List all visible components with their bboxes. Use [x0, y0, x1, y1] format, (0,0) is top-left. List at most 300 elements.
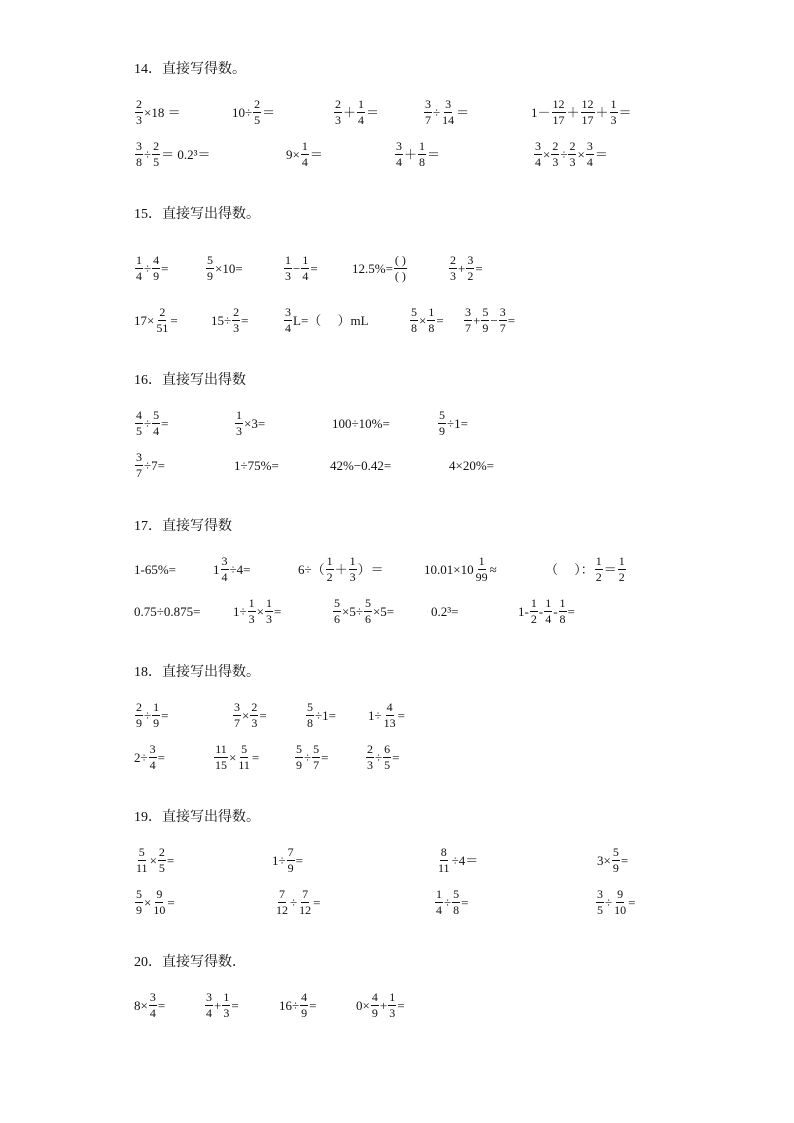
expression-text: +: [214, 997, 222, 1013]
fraction-denominator: 7: [136, 465, 142, 480]
fraction: [152, 409, 160, 437]
math-expression: [365, 743, 399, 771]
fraction-denominator: 3: [552, 154, 559, 169]
fraction: [449, 254, 457, 282]
fraction-numerator: 5: [207, 252, 213, 267]
fraction: [152, 701, 160, 729]
fraction: [265, 597, 273, 625]
expression-text: 1÷: [272, 852, 286, 868]
math-expression: [286, 140, 323, 168]
expression-text: 1÷: [368, 707, 382, 723]
expression-text: =: [461, 894, 469, 910]
expression-text: ÷: [144, 415, 152, 431]
fraction: [595, 555, 603, 583]
fraction: [364, 597, 372, 625]
fraction-numerator: 2: [136, 96, 142, 111]
math-expression: [134, 846, 174, 874]
fraction: [394, 254, 407, 282]
fraction-denominator: 3: [367, 757, 373, 772]
expression-text: 4×20%=: [449, 457, 494, 473]
fraction-denominator: 2: [467, 268, 474, 283]
math-expression: [211, 306, 248, 334]
fraction-numerator: 2: [158, 844, 165, 859]
fraction-numerator: 2: [552, 138, 559, 153]
fraction: [135, 701, 143, 729]
fraction-numerator: 5: [612, 844, 619, 859]
fraction-numerator: 6: [384, 741, 391, 756]
fraction-denominator: 4: [149, 1005, 156, 1020]
math-expression: [294, 743, 328, 771]
expression-text: 8×: [134, 997, 148, 1013]
fraction: [552, 98, 566, 126]
fraction-numerator: 1: [389, 989, 396, 1004]
math-expression: [274, 888, 320, 916]
expression-text: =: [620, 852, 629, 868]
expression-text: -: [553, 603, 558, 619]
fraction: [301, 140, 309, 168]
fraction-numerator: 1: [301, 138, 308, 153]
fraction: [371, 991, 379, 1019]
math-expression: [134, 409, 168, 437]
expression-text: =: [310, 260, 318, 276]
fraction-denominator: 14: [442, 112, 455, 127]
expression-text: ×5÷: [342, 603, 363, 619]
fraction-numerator: 3: [149, 741, 156, 756]
expression-text: ＋: [334, 561, 348, 577]
fraction-numerator: 7: [279, 886, 285, 901]
fraction: [135, 451, 143, 479]
expression-text: ＝: [366, 104, 380, 120]
fraction: [427, 306, 435, 334]
expression-text: −: [293, 260, 301, 276]
expression-text: =: [392, 749, 400, 765]
fraction-denominator: 9: [153, 268, 160, 283]
expression-text: ÷1=: [315, 707, 336, 723]
math-expression: [449, 451, 494, 479]
fraction-numerator: 1: [545, 595, 552, 610]
expression-text: ＝: [618, 104, 632, 120]
expression-text: 9×: [286, 146, 300, 162]
expression-text: ＝: [594, 146, 608, 162]
fraction: [437, 846, 451, 874]
fraction: [152, 140, 160, 168]
expression-text: 42%−0.42=: [330, 457, 392, 473]
fraction-numerator: 3: [465, 304, 471, 319]
fraction: [237, 743, 251, 771]
math-expression: [134, 98, 181, 126]
expression-text: ）＝: [357, 561, 384, 577]
fraction: [475, 555, 489, 583]
math-expression: [394, 140, 440, 168]
fraction: [301, 254, 309, 282]
expression-text: ≈: [489, 561, 497, 577]
math-expression: [213, 555, 250, 583]
fraction-numerator: 1: [248, 595, 255, 610]
fraction: [152, 888, 166, 916]
fraction: [233, 701, 241, 729]
fraction-numerator: 1: [265, 595, 272, 610]
question-title: 19．直接写出得数。: [134, 810, 260, 825]
math-expression: [232, 98, 275, 126]
expression-text: 1-: [518, 603, 529, 619]
expression-text: =: [161, 260, 169, 276]
expression-text: ＝: [603, 561, 617, 577]
fraction-denominator: 8: [307, 715, 313, 730]
math-expression: [305, 701, 336, 729]
fraction: [205, 991, 213, 1019]
expression-text: 17×: [134, 312, 155, 328]
expression-text: ＋: [595, 104, 609, 120]
math-expression: [134, 254, 168, 282]
fraction-denominator: 3: [248, 611, 255, 626]
fraction: [395, 140, 403, 168]
math-expression: [436, 846, 478, 874]
math-expression: [434, 888, 468, 916]
fraction-numerator: 4: [153, 252, 160, 267]
expression-text: 10÷: [232, 104, 253, 120]
expression-text: ÷: [144, 260, 152, 276]
fraction-numerator: 1: [419, 138, 426, 153]
fraction-denominator: 8: [419, 154, 426, 169]
question-title: 16．直接写出得数: [134, 373, 246, 388]
expression-text: =: [507, 312, 516, 328]
expression-text: 1-65%=: [134, 561, 176, 577]
fraction-denominator: 5: [153, 154, 160, 169]
fraction-denominator: 4: [285, 320, 291, 335]
expression-text: =: [628, 894, 636, 910]
fraction-numerator: 2: [254, 96, 261, 111]
math-expression: [283, 306, 369, 334]
expression-text: =: [161, 415, 169, 431]
math-expression: [272, 846, 303, 874]
fraction: [544, 597, 552, 625]
fraction-denominator: 10: [614, 902, 627, 917]
fraction-denominator: 5: [254, 112, 261, 127]
fraction: [357, 98, 365, 126]
math-expression: [134, 888, 175, 916]
expression-text: 6÷（: [298, 561, 325, 577]
math-expression: [234, 409, 265, 437]
math-expression: [134, 140, 211, 168]
fraction-denominator: 4: [358, 112, 365, 127]
fraction-denominator: 9: [136, 715, 142, 730]
fraction-denominator: 9: [287, 860, 294, 875]
math-expression: [213, 743, 259, 771]
fraction-denominator: 17: [581, 112, 594, 127]
fraction-numerator: 4: [136, 407, 142, 422]
expression-text: 12.5%=: [352, 260, 393, 276]
expression-text: ＝: [309, 146, 323, 162]
fraction: [596, 888, 604, 916]
fraction-denominator: 4: [149, 757, 156, 772]
math-expression: [533, 140, 608, 168]
expression-text: =: [170, 312, 178, 328]
fraction-numerator: 1: [326, 553, 333, 568]
fraction-numerator: 1: [136, 252, 142, 267]
math-expression: [431, 597, 458, 625]
fraction-denominator: 4: [301, 154, 308, 169]
fraction-numerator: 3: [136, 138, 142, 153]
fraction: [388, 991, 396, 1019]
expression-text: =: [166, 852, 175, 868]
fraction-denominator: 11: [438, 860, 450, 875]
expression-text: ÷: [144, 707, 152, 723]
math-expression: [134, 555, 176, 583]
fraction-numerator: 1: [153, 699, 160, 714]
expression-text: 1÷: [233, 603, 247, 619]
expression-text: 0×: [356, 997, 370, 1013]
fraction-numerator: 5: [153, 407, 160, 422]
math-expression: [279, 991, 316, 1019]
fraction: [499, 306, 507, 334]
fraction-numerator: 3: [206, 989, 212, 1004]
expression-text: ÷4=: [229, 561, 251, 577]
fraction-numerator: 3: [221, 553, 228, 568]
expression-text: =: [436, 312, 444, 328]
expression-text: ×: [256, 603, 264, 619]
math-expression: [423, 98, 469, 126]
fraction-denominator: 7: [425, 112, 431, 127]
expression-text: =: [397, 707, 405, 723]
fraction-numerator: 4: [371, 989, 378, 1004]
expression-text: ×18 ＝: [144, 104, 181, 120]
fraction-numerator: 5: [439, 407, 445, 422]
fraction: [298, 888, 312, 916]
fraction-numerator: 5: [453, 886, 460, 901]
expression-text: =: [241, 312, 249, 328]
fraction-denominator: 3: [569, 154, 576, 169]
expression-text: ×: [149, 852, 157, 868]
expression-text: ÷7=: [144, 457, 165, 473]
fraction-numerator: 1: [285, 252, 291, 267]
expression-text: =: [313, 894, 321, 910]
fraction: [300, 991, 308, 1019]
fraction-denominator: 9: [207, 268, 213, 283]
fraction-numerator: 12: [552, 96, 565, 111]
expression-text: ×: [144, 894, 152, 910]
expression-text: ÷: [444, 894, 452, 910]
expression-text: 0.75÷0.875=: [134, 603, 201, 619]
expression-text: 1: [213, 561, 220, 577]
fraction-numerator: 1: [618, 553, 625, 568]
math-expression: [283, 254, 318, 282]
fraction-denominator: 9: [439, 423, 445, 438]
fraction: [464, 306, 472, 334]
question-title: 14．直接写得数。: [134, 62, 246, 77]
expression-text: ÷4＝: [451, 852, 479, 868]
fraction-numerator: 5: [138, 844, 145, 859]
fraction-numerator: 1: [428, 304, 435, 319]
math-expression: [134, 701, 168, 729]
fraction-numerator: 5: [307, 699, 313, 714]
fraction-denominator: 8: [453, 902, 460, 917]
math-expression: [463, 306, 515, 334]
fraction-numerator: 1: [530, 595, 537, 610]
fraction-denominator: 8: [136, 154, 142, 169]
fraction: [466, 254, 474, 282]
expression-text: ×10=: [215, 260, 243, 276]
fraction-denominator: 4: [535, 154, 541, 169]
fraction: [383, 743, 391, 771]
expression-text: 15÷: [211, 312, 232, 328]
fraction-numerator: 3: [396, 138, 402, 153]
fraction-denominator: 3: [450, 268, 456, 283]
fraction-denominator: 4: [545, 611, 552, 626]
fraction-denominator: 5: [136, 423, 142, 438]
expression-text: +: [458, 260, 466, 276]
expression-text: ×: [242, 707, 250, 723]
fraction: [333, 597, 341, 625]
fraction-denominator: 7: [465, 320, 471, 335]
expression-text: =: [309, 997, 317, 1013]
expression-text: =: [259, 707, 267, 723]
fraction-numerator: 2: [450, 252, 456, 267]
fraction: [383, 701, 397, 729]
fraction-denominator: 5: [158, 860, 165, 875]
fraction: [334, 98, 342, 126]
math-expression: [409, 306, 444, 334]
fraction: [135, 254, 143, 282]
expression-text: =: [295, 852, 303, 868]
math-expression: [134, 306, 178, 334]
fraction: [235, 409, 243, 437]
math-expression: [205, 254, 243, 282]
fraction-denominator: 9: [301, 1005, 308, 1020]
fraction-numerator: 5: [136, 886, 142, 901]
fraction-denominator: 13: [383, 715, 396, 730]
expression-text: −: [490, 312, 498, 328]
math-expression: [134, 991, 165, 1019]
fraction-denominator: 6: [364, 611, 371, 626]
fraction-numerator: 4: [386, 699, 393, 714]
fraction-denominator: 3: [610, 112, 617, 127]
fraction: [438, 409, 446, 437]
fraction-denominator: 3: [233, 320, 240, 335]
fraction-numerator: 5: [334, 595, 340, 610]
fraction-denominator: 17: [552, 112, 565, 127]
fraction-numerator: 3: [285, 304, 291, 319]
fraction-denominator: ( ): [394, 268, 406, 283]
fraction-numerator: 3: [425, 96, 431, 111]
expression-text: 3×: [597, 852, 611, 868]
fraction-numerator: 9: [617, 886, 624, 901]
fraction: [481, 306, 489, 334]
fraction: [284, 306, 292, 334]
expression-text: ÷: [433, 104, 441, 120]
math-expression: [204, 991, 239, 1019]
question-title: 15．直接写出得数。: [134, 207, 260, 222]
expression-text: =: [231, 997, 239, 1013]
expression-text: ÷: [304, 749, 312, 765]
fraction-denominator: 5: [597, 902, 603, 917]
fraction-numerator: 1: [223, 989, 230, 1004]
expression-text: +: [379, 997, 388, 1013]
fraction-numerator: 1: [559, 595, 566, 610]
fraction: [149, 991, 157, 1019]
math-expression: [531, 98, 632, 126]
fraction-numerator: 1: [595, 553, 602, 568]
fraction-denominator: 2: [530, 611, 537, 626]
math-expression: [332, 597, 394, 625]
fraction: [418, 140, 426, 168]
expression-text: L=（ ）mL: [293, 312, 369, 328]
fraction: [551, 140, 559, 168]
fraction: [452, 888, 460, 916]
fraction-denominator: 4: [302, 268, 309, 283]
fraction-denominator: 9: [371, 1005, 378, 1020]
expression-text: ×3=: [244, 415, 266, 431]
fraction-numerator: 1: [236, 407, 242, 422]
fraction: [613, 888, 627, 916]
fraction: [232, 306, 240, 334]
fraction-numerator: 3: [234, 699, 240, 714]
fraction: [586, 140, 594, 168]
fraction: [295, 743, 303, 771]
expression-text: =: [251, 749, 260, 765]
fraction: [349, 555, 357, 583]
expression-text: ÷: [144, 146, 152, 162]
fraction: [135, 140, 143, 168]
fraction-denominator: 3: [251, 715, 258, 730]
fraction-denominator: 8: [411, 320, 417, 335]
fraction-numerator: 2: [335, 96, 341, 111]
fraction-numerator: 3: [149, 989, 156, 1004]
math-expression: [437, 409, 468, 437]
math-expression: [595, 888, 635, 916]
expression-text: =: [475, 260, 483, 276]
fraction: [612, 846, 620, 874]
fraction-denominator: 2: [326, 569, 333, 584]
math-expression: [545, 555, 627, 583]
fraction-denominator: 9: [612, 860, 619, 875]
math-expression: [424, 555, 497, 583]
fraction-denominator: 12: [276, 902, 288, 917]
fraction-denominator: 4: [436, 902, 442, 917]
fraction-denominator: 11: [136, 860, 148, 875]
fraction: [366, 743, 374, 771]
fraction-numerator: 1: [302, 252, 309, 267]
expression-text: ×: [543, 146, 551, 162]
fraction-denominator: 3: [349, 569, 356, 584]
fraction: [534, 140, 542, 168]
fraction-denominator: 8: [559, 611, 566, 626]
fraction-denominator: 4: [586, 154, 593, 169]
fraction-numerator: 5: [482, 304, 489, 319]
fraction: [441, 98, 455, 126]
math-expression: [134, 597, 200, 625]
fraction-numerator: 1: [436, 886, 442, 901]
fraction-denominator: 9: [482, 320, 489, 335]
fraction: [248, 597, 256, 625]
expression-text: ＝: [427, 146, 441, 162]
fraction: [410, 306, 418, 334]
fraction-denominator: 99: [475, 569, 488, 584]
fraction: [135, 98, 143, 126]
fraction-denominator: 9: [136, 902, 142, 917]
fraction-numerator: 1: [349, 553, 356, 568]
fraction-denominator: 4: [221, 569, 228, 584]
fraction-numerator: 2: [159, 304, 166, 319]
fraction-denominator: 10: [153, 902, 166, 917]
expression-text: ＝ 0.2³＝: [161, 146, 211, 162]
expression-text: 16÷: [279, 997, 300, 1013]
fraction-denominator: 15: [215, 757, 227, 772]
fraction-denominator: 2: [618, 569, 625, 584]
fraction: [306, 701, 314, 729]
math-expression: [134, 451, 165, 479]
fraction: [568, 140, 576, 168]
fraction-denominator: 7: [313, 757, 320, 772]
